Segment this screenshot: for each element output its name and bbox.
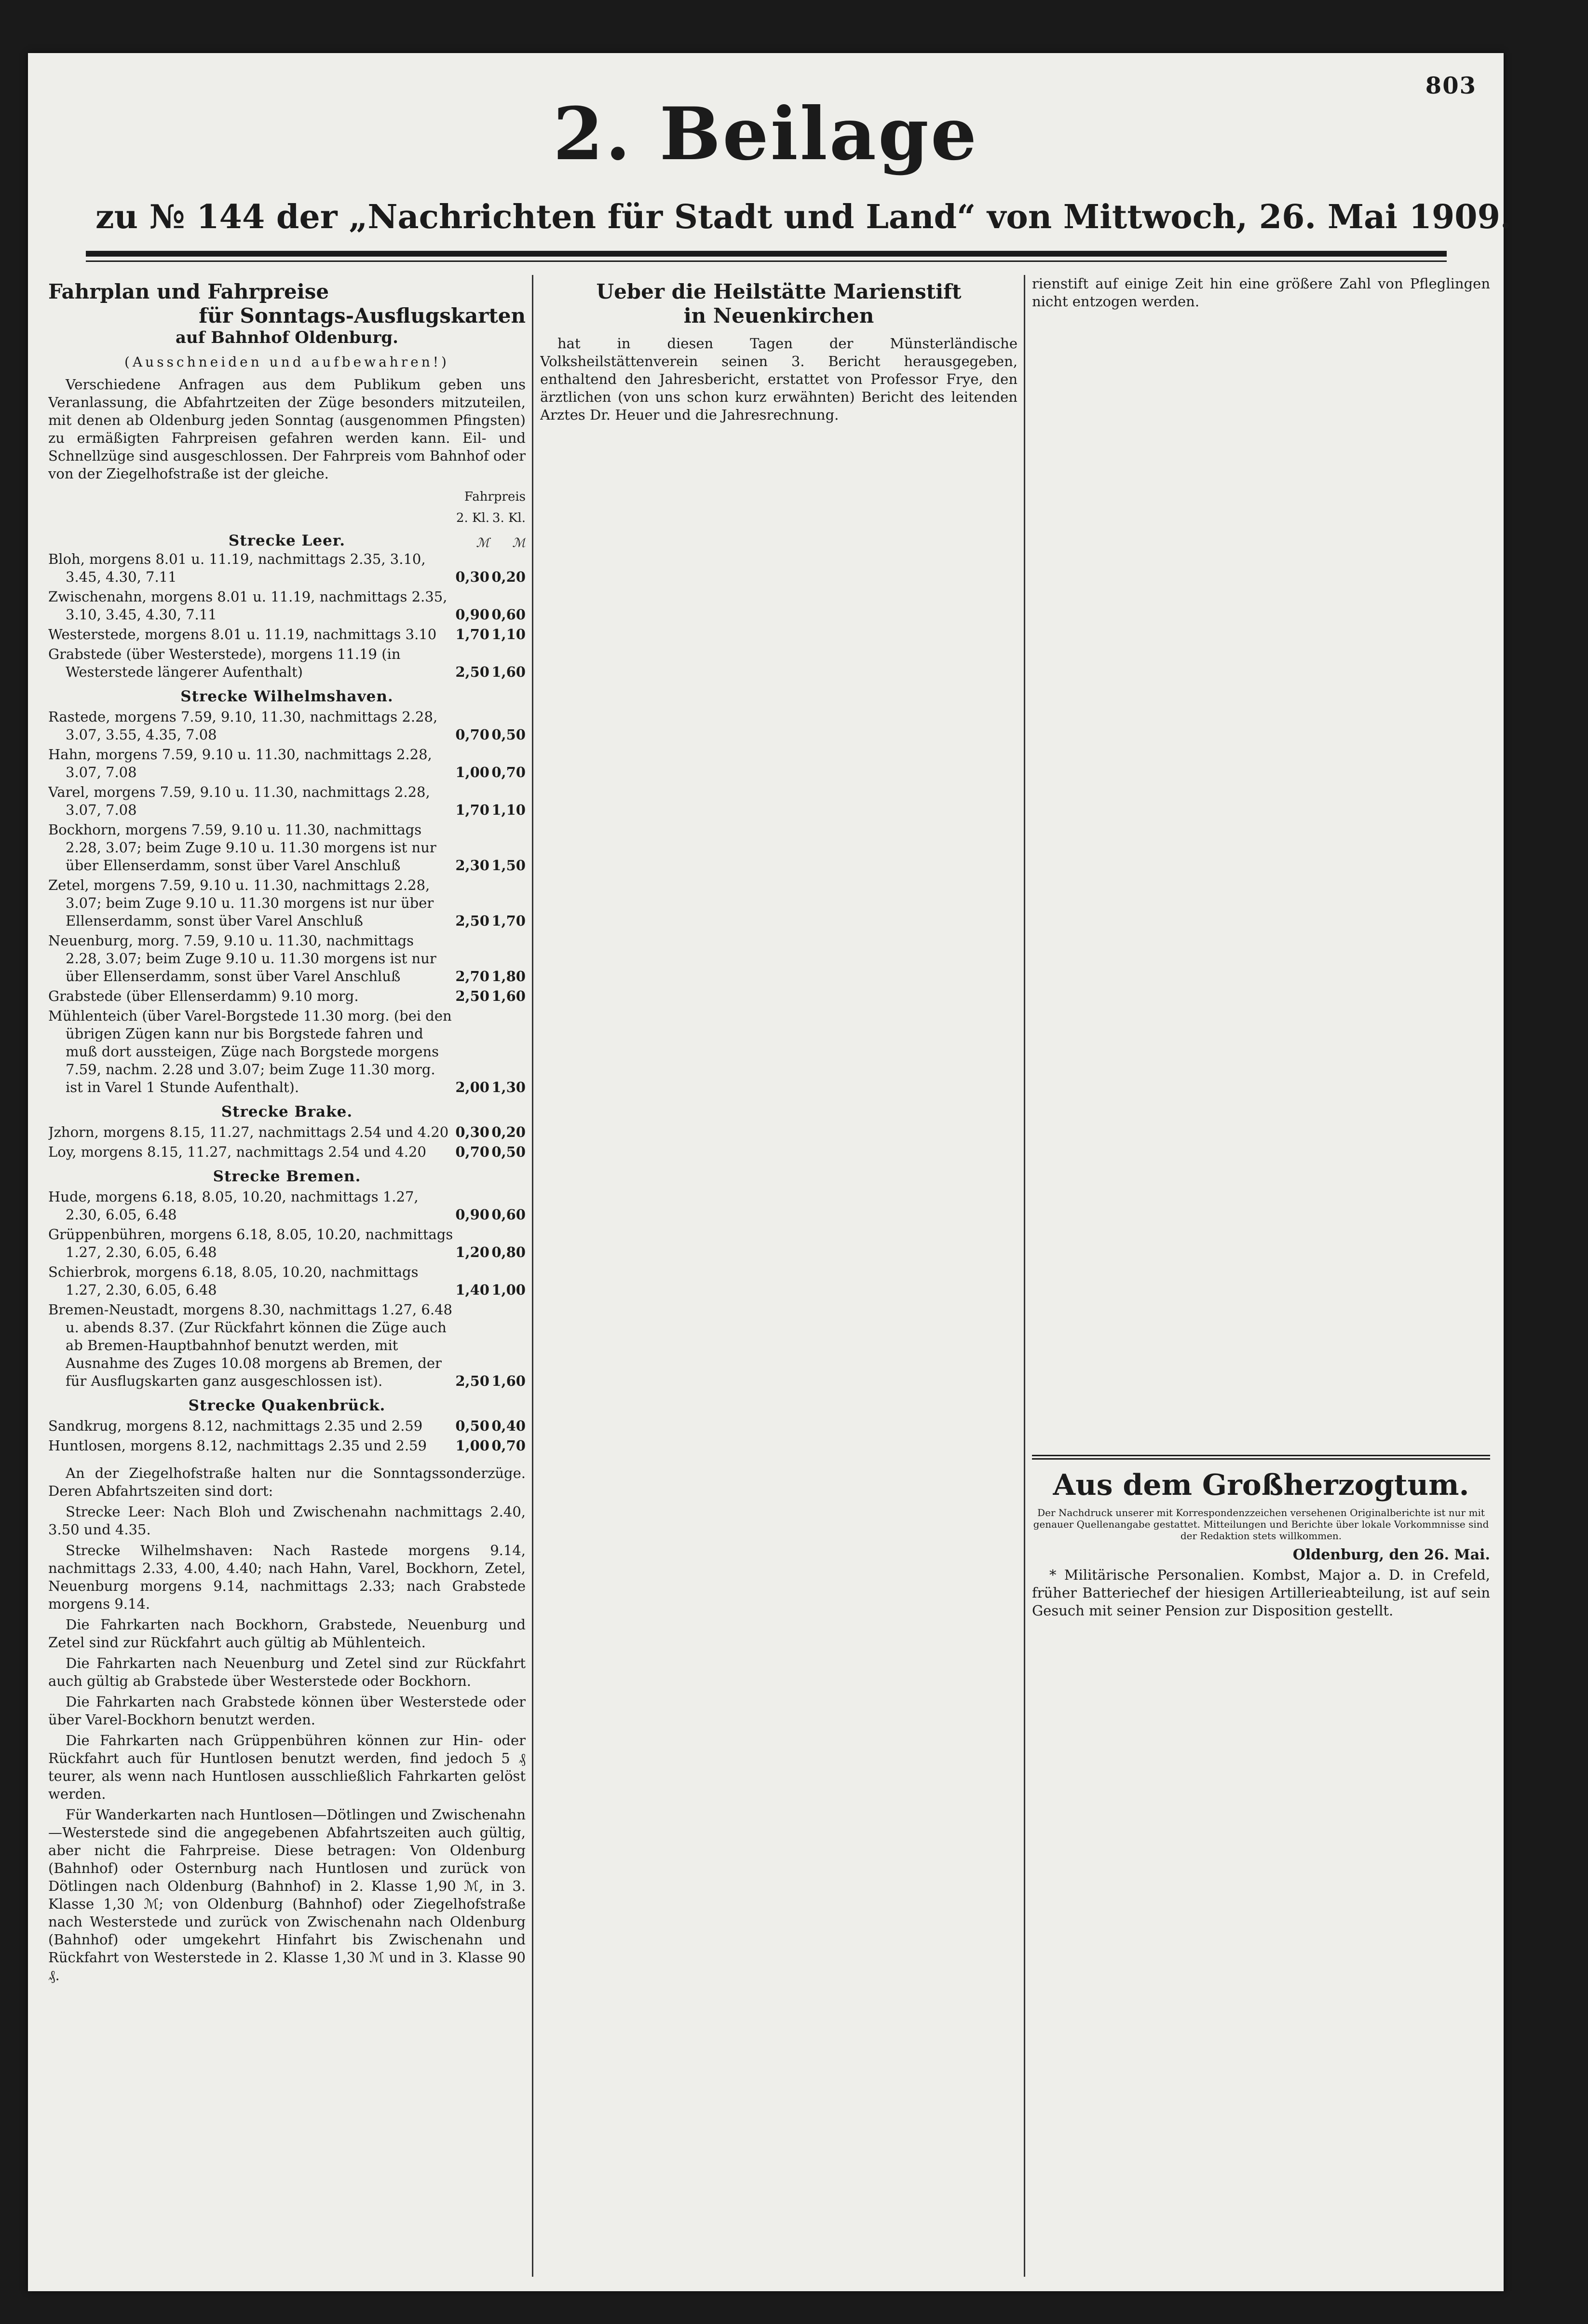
grossherzogtum-section (1032, 1442, 1490, 1623)
fahrplan-intro: Verschiedene Anfragen aus dem Publikum geben uns Veranlassung, die Abfahrtzeiten der Züge besonders mitzuteilen, mit denen ab Oldenburg jeden Sonntag (ausgenommen Pfingsten) zu ermäßigten Fahrpreisen gefahren werden kann. Eil- und Schnellzüge sind ausgeschlossen. Der Fahrpreis vom Bahnhof oder von der Ziegelhofstraße ist der gleiche. (48, 376, 526, 482)
fare-station: Grüppenbühren, morgens 6.18, 8.05, 10.20, nachmittags 1.27, 2.30, 6.05, 6.48 (48, 1226, 453, 1260)
strecke-heading: Strecke Quakenbrück. (188, 1397, 386, 1414)
fare-price-2nd: 1,00 (455, 764, 489, 780)
fare-row (48, 550, 526, 586)
fare-station: Bloh, morgens 8.01 u. 11.19, nachmittags 2.35, 3.10, 3.45, 4.30, 7.11 (48, 551, 426, 585)
fare-price-2nd: 1,70 (455, 626, 489, 643)
fare-row (48, 987, 526, 1005)
fare-price-2nd: 1,40 (455, 1282, 489, 1298)
fare-row (48, 876, 526, 930)
fare-price-3rd: 1,50 (491, 857, 526, 874)
fare-station: Mühlenteich (über Varel-Borgstede 11.30 morg. (bei den übrigen Zügen kann nur bis Borgstede fahren und muß dort aussteigen, Züge nach Borgstede morgens 7.59, nachm. 2.28 und 3.07; beim Zuge 11.30 morg. ist in Varel 1 Stunde Aufenthalt). (48, 1008, 452, 1095)
fare-row (48, 626, 526, 643)
fare-row (48, 821, 526, 875)
masthead-rule-thin (86, 260, 1447, 262)
class-header (48, 511, 526, 525)
price-header (48, 490, 526, 504)
fare-price-3rd: 0,20 (491, 569, 526, 585)
fahrplan-note: Die Fahrkarten nach Grabstede können über Westerstede oder über Varel-Bockhorn benutzt werden. (48, 1694, 526, 1728)
price-header-label: Fahrpreis (464, 490, 526, 504)
fare-station: Huntlosen, morgens 8.12, nachmittags 2.35 und 2.59 (48, 1437, 427, 1454)
fahrplan-note: Für Wanderkarten nach Huntlosen—Dötlingen und Zwischenahn—Westerstede sind die angegebenen Abfahrtszeiten auch gültig, aber nicht die Fahrpreise. Diese betragen: Von Oldenburg (Bahnhof) oder Osternburg nach Huntlosen und zurück von Dötlingen nach Oldenburg (Bahnhof) in 2. Klasse 1,90 ℳ, in 3. Klasse 1,30 ℳ; von Oldenburg (Bahnhof) oder Ziegelhofstraße nach Westerstede und zurück von Zwischenahn nach Oldenburg (Bahnhof) oder umgekehrt Hinfahrt bis Zwischenahn und Rückfahrt von Westerstede in 2. Klasse 1,30 ℳ und in 3. Klasse 90 ₰. (48, 1806, 526, 1983)
fahrplan-note: Die Fahrkarten nach Neuenburg und Zetel sind zur Rückfahrt auch gültig ab Grabstede über Westerstede oder Bockhorn. (48, 1655, 526, 1689)
fare-station: Bockhorn, morgens 7.59, 9.10 u. 11.30, nachmittags 2.28, 3.07; beim Zuge 9.10 u. 11.30 morgens ist nur über Ellenserdamm, sonst über Varel Anschluß (48, 821, 436, 874)
fare-price-2nd: 0,90 (455, 1206, 489, 1223)
fare-price-3rd: 0,20 (491, 1124, 526, 1140)
strecke-heading: Strecke Bremen. (213, 1168, 361, 1185)
fare-row (48, 1188, 526, 1224)
supplement-title: 2. Beilage (553, 92, 979, 177)
fare-price-3rd: 0,50 (491, 1144, 526, 1160)
fare-price-2nd: 2,50 (455, 988, 489, 1004)
fare-row (48, 708, 526, 744)
fare-price-2nd: 0,70 (455, 726, 489, 743)
marienstift-heading-line1: Ueber die Heilstätte Marienstift (596, 280, 962, 303)
fare-price-3rd: 1,70 (491, 913, 526, 929)
dateline: Oldenburg, den 26. Mai. (1292, 1546, 1490, 1563)
fare-price-3rd: 1,80 (491, 968, 526, 984)
fare-price-2nd: 2,50 (455, 1373, 489, 1389)
marienstift-continuation: rienstift auf einige Zeit hin eine größere Zahl von Pfleglingen nicht entzogen werden. (1032, 275, 1490, 310)
strecke-heading: Strecke Leer. (228, 532, 346, 549)
fahrplan-heading (48, 280, 526, 347)
grossherzogtum-lead: * Militärische Personalien. Kombst, Major a. D. in Crefeld, früher Batteriechef der hiesigen Artillerieabteilung, ist auf sein Gesuch mit seiner Pension zur Disposition gestellt. (1032, 1567, 1490, 1619)
strecke-heading: Strecke Brake. (221, 1103, 353, 1121)
fare-row (48, 1417, 526, 1435)
fare-price-3rd: 0,60 (491, 1206, 526, 1223)
fare-price-2nd: 0,30 (455, 1124, 489, 1140)
fare-price-2nd: 2,70 (455, 968, 489, 984)
fare-price-3rd: 0,50 (491, 726, 526, 743)
unit-label: ℳ (512, 536, 526, 550)
fare-row (48, 932, 526, 985)
fare-station: Schierbrok, morgens 6.18, 8.05, 10.20, nachmittags 1.27, 2.30, 6.05, 6.48 (48, 1264, 419, 1298)
fare-row (48, 1437, 526, 1455)
fahrplan-heading-line1: Fahrplan und Fahrpreise (48, 280, 329, 303)
fahrplan-note: Strecke Leer: Nach Bloh und Zwischenahn nachmittags 2.40, 3.50 und 4.35. (48, 1504, 526, 1538)
cut-note: (Ausschneiden und aufbewahren!) (124, 354, 449, 370)
fare-price-2nd: 2,30 (455, 857, 489, 874)
fare-row (48, 1143, 526, 1161)
fahrplan-heading-line2: für Sonntags-Ausflugskarten (199, 304, 526, 328)
fare-price-3rd: 0,60 (491, 606, 526, 623)
fare-station: Hude, morgens 6.18, 8.05, 10.20, nachmittags 1.27, 2.30, 6.05, 6.48 (48, 1189, 419, 1223)
fare-station: Varel, morgens 7.59, 9.10 u. 11.30, nachmittags 2.28, 3.07, 7.08 (48, 784, 430, 818)
fare-row (48, 1301, 526, 1390)
fahrplan-note: Strecke Wilhelmshaven: Nach Rastede morgens 9.14, nachmittags 2.33, 4.00, 4.40; nach Hahn, Varel, Bockhorn, Zetel, Neuenburg morgens 9.14, nachmittags 2.33; nach Grabstede morgens 9.14. (48, 1542, 526, 1612)
fare-price-2nd: 1,20 (455, 1244, 489, 1260)
fare-station: Grabstede (über Ellenserdamm) 9.10 morg. (48, 988, 359, 1004)
fare-price-2nd: 2,50 (455, 664, 489, 680)
fare-price-3rd: 1,60 (491, 664, 526, 680)
marienstift-heading-line2: in Neuenkirchen (683, 304, 874, 328)
class3-label: 3. Kl. (492, 511, 526, 525)
fare-price-3rd: 0,80 (491, 1244, 526, 1260)
fare-price-3rd: 1,10 (491, 802, 526, 818)
fare-price-3rd: 1,60 (491, 1373, 526, 1389)
fare-station: Loy, morgens 8.15, 11.27, nachmittags 2.54 und 4.20 (48, 1144, 426, 1160)
fare-price-3rd: 0,40 (491, 1418, 526, 1434)
masthead-rule (86, 251, 1447, 257)
fare-row (48, 1263, 526, 1299)
fare-price-3rd: 0,70 (491, 1437, 526, 1454)
fare-station: Zwischenahn, morgens 8.01 u. 11.19, nachmittags 2.35, 3.10, 3.45, 4.30, 7.11 (48, 588, 448, 623)
fare-price-2nd: 1,00 (455, 1437, 489, 1454)
marienstift-heading (540, 280, 1018, 328)
reprint-note: Der Nachdruck unserer mit Korrespondenzzeichen versehenen Originalberichte ist nur mit genauer Quellenangabe gestattet. Mitteilungen und Berichte über lokale Vorkommnisse sind der Redaktion stets willkommen. (1033, 1507, 1489, 1542)
fare-row (48, 588, 526, 624)
fare-row (48, 1007, 526, 1096)
fahrplan-notes (48, 1464, 526, 1984)
page-number: 803 (1425, 72, 1477, 99)
marienstift-lead: hat in diesen Tagen der Münsterländische Volksheilstättenverein seinen 3. Bericht herausgegeben, enthaltend den Jahresbericht, erstattet von Professor Frye, den ärztlichen (von uns schon kurz erwähnten) Bericht des leitenden Arztes Dr. Heuer und die Jahresrechnung. (540, 335, 1018, 423)
fare-price-3rd: 1,60 (491, 988, 526, 1004)
fare-station: Grabstede (über Westerstede), morgens 11.19 (in Westerstede längerer Aufenthalt) (48, 646, 401, 680)
column-grossherzogtum (1032, 275, 1490, 2277)
fare-station: Hahn, morgens 7.59, 9.10 u. 11.30, nachmittags 2.28, 3.07, 7.08 (48, 746, 432, 780)
grossherzogtum-heading: Aus dem Großherzogtum. (1032, 1455, 1490, 1502)
fare-station: Neuenburg, morg. 7.59, 9.10 u. 11.30, nachmittags 2.28, 3.07; beim Zuge 9.10 u. 11.30 morgens ist nur über Ellenserdamm, sonst über Varel Anschluß (48, 932, 436, 984)
class2-label: 2. Kl. (456, 511, 489, 525)
fahrplan-heading-line3: auf Bahnhof Oldenburg. (176, 328, 398, 347)
column-divider (1024, 275, 1025, 2277)
fare-row (48, 1226, 526, 1261)
fare-row (48, 645, 526, 681)
fare-tables (48, 531, 526, 1455)
fahrplan-note: An der Ziegelhofstraße halten nur die Sonntagssonderzüge. Deren Abfahrtszeiten sind dort: (48, 1465, 526, 1499)
fare-price-2nd: 2,50 (455, 913, 489, 929)
fare-price-2nd: 0,70 (455, 1144, 489, 1160)
unit-label: ℳ (476, 536, 489, 550)
fare-price-3rd: 0,70 (491, 764, 526, 780)
fare-price-3rd: 1,30 (491, 1079, 526, 1095)
fare-station: Rastede, morgens 7.59, 9.10, 11.30, nachmittags 2.28, 3.07, 3.55, 4.35, 7.08 (48, 709, 438, 743)
supplement-subtitle: zu № 144 der „Nachrichten für Stadt und Land“ von Mittwoch, 26. Mai 1909. (95, 198, 1512, 236)
fare-station: Westerstede, morgens 8.01 u. 11.19, nachmittags 3.10 (48, 626, 437, 643)
fare-row (48, 783, 526, 819)
fare-station: Jzhorn, morgens 8.15, 11.27, nachmittags 2.54 und 4.20 (48, 1124, 449, 1140)
fare-station: Zetel, morgens 7.59, 9.10 u. 11.30, nachmittags 2.28, 3.07; beim Zuge 9.10 u. 11.30 morgens ist nur über Ellenserdamm, sonst über Varel Anschluß (48, 877, 434, 929)
fare-price-2nd: 0,50 (455, 1418, 489, 1434)
column-fahrplan (48, 275, 526, 2277)
fare-station: Bremen-Neustadt, morgens 8.30, nachmittags 1.27, 6.48 u. abends 8.37. (Zur Rückfahrt können die Züge auch ab Bremen-Hauptbahnhof benutzt werden, mit Ausnahme des Zuges 10.08 morgens ab Bremen, der für Ausflugskarten ganz ausgeschlossen ist). (48, 1301, 452, 1389)
column-divider (532, 275, 533, 2277)
fare-price-3rd: 1,10 (491, 626, 526, 643)
strecke-heading: Strecke Wilhelmshaven. (180, 688, 394, 705)
fare-price-2nd: 2,00 (455, 1079, 489, 1095)
fahrplan-note: Die Fahrkarten nach Bockhorn, Grabstede, Neuenburg und Zetel sind zur Rückfahrt auch gültig ab Mühlenteich. (48, 1616, 526, 1651)
fahrplan-note: Die Fahrkarten nach Grüppenbühren können zur Hin- oder Rückfahrt auch für Huntlosen benutzt werden, find jedoch 5 ₰ teurer, als wenn nach Huntlosen ausschließlich Fahrkarten gelöst werden. (48, 1732, 526, 1802)
fare-price-2nd: 0,90 (455, 606, 489, 623)
fare-row (48, 1123, 526, 1141)
fare-price-2nd: 0,30 (455, 569, 489, 585)
fare-price-3rd: 1,00 (491, 1282, 526, 1298)
fare-price-2nd: 1,70 (455, 802, 489, 818)
fare-station: Sandkrug, morgens 8.12, nachmittags 2.35 und 2.59 (48, 1418, 423, 1434)
column-marienstift (540, 275, 1018, 2277)
fare-row (48, 746, 526, 781)
